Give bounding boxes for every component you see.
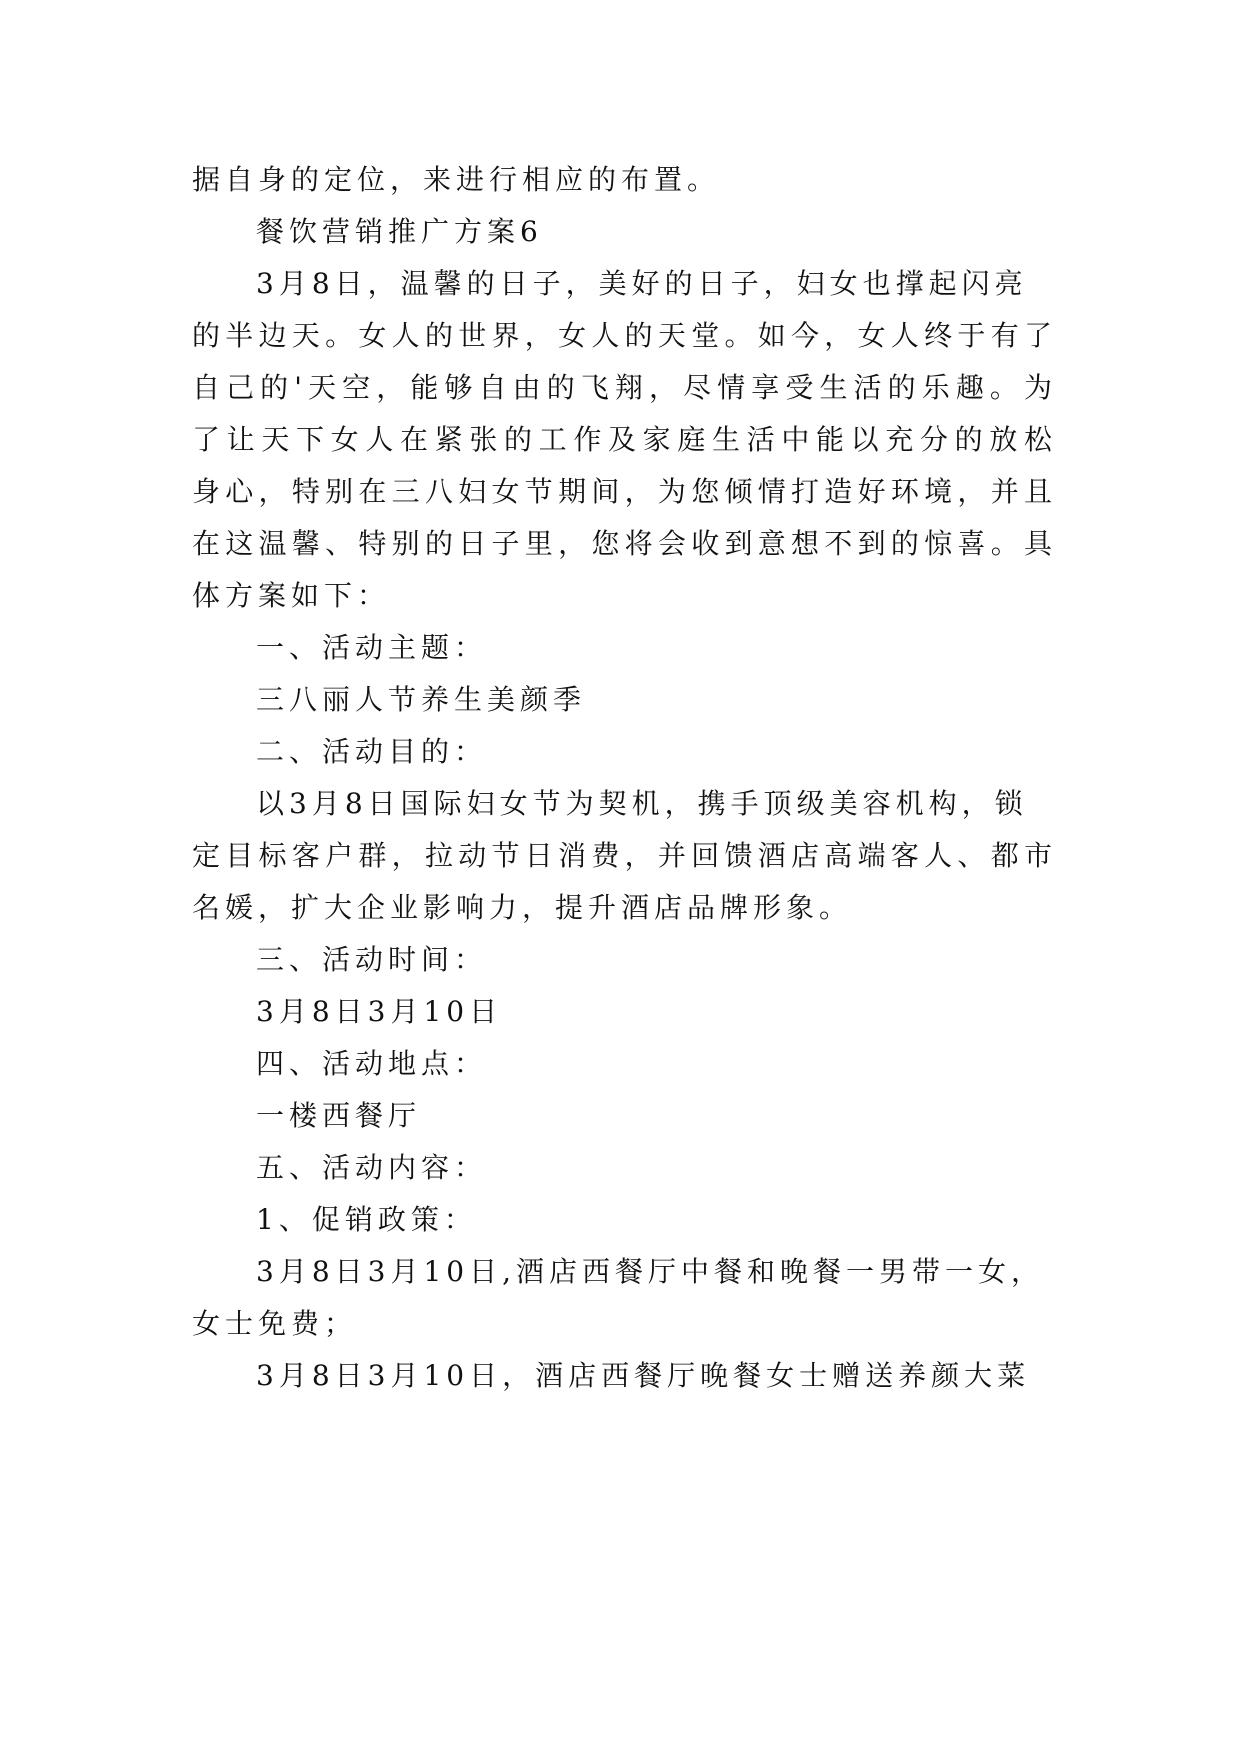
- text-line: 了让天下女人在紧张的工作及家庭生活中能以充分的放松: [192, 423, 1052, 456]
- text-line: 据自身的定位，来进行相应的布置。: [192, 163, 721, 196]
- text-line: 名媛，扩大企业影响力，提升酒店品牌形象。: [192, 891, 853, 924]
- section-heading: 餐饮营销推广方案6: [256, 215, 543, 248]
- subsection-heading: 1、促销政策：: [256, 1203, 477, 1236]
- text-line: 3月8日3月10日,酒店西餐厅中餐和晚餐一男带一女，: [256, 1255, 1044, 1288]
- text-line: 三八丽人节养生美颜季: [256, 683, 587, 716]
- text-line: 体方案如下：: [192, 579, 391, 612]
- section-heading: 三、活动时间：: [256, 943, 488, 976]
- text-line: 3月8日3月10日，酒店西餐厅晚餐女士赠送养颜大菜: [256, 1359, 1031, 1392]
- text-line: 自己的'天空，能够自由的飞翔，尽情享受生活的乐趣。为: [192, 371, 1052, 404]
- section-heading: 二、活动目的：: [256, 735, 488, 768]
- text-line: 女士免费；: [192, 1307, 358, 1340]
- text-line: 定目标客户群，拉动节日消费，并回馈酒店高端客人、都市: [192, 839, 1052, 872]
- section-heading: 五、活动内容：: [256, 1151, 488, 1184]
- text-line: 3月8日3月10日: [256, 995, 503, 1028]
- text-line: 在这温馨、特别的日子里，您将会收到意想不到的惊喜。具: [192, 527, 1052, 560]
- text-line: 以3月8日国际妇女节为契机，携手顶级美容机构，锁: [256, 787, 1028, 820]
- section-heading: 一、活动主题：: [256, 631, 488, 664]
- text-line: 的半边天。女人的世界，女人的天堂。如今，女人终于有了: [192, 319, 1052, 352]
- section-heading: 四、活动地点：: [256, 1047, 488, 1080]
- text-line: 3月8日，温馨的日子，美好的日子，妇女也撑起闪亮: [256, 267, 1028, 300]
- text-line: 身心，特别在三八妇女节期间，为您倾情打造好环境，并且: [192, 475, 1052, 508]
- text-line: 一楼西餐厅: [256, 1099, 422, 1132]
